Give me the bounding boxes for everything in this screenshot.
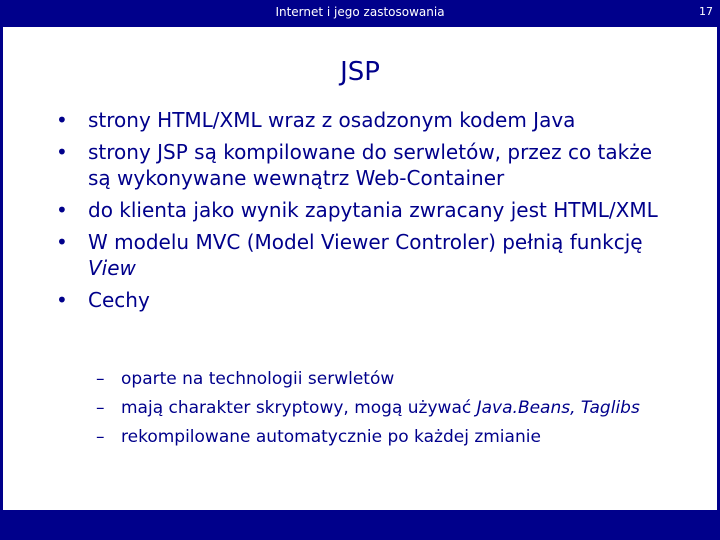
bullet-item [56, 197, 676, 223]
page-number: 17 [699, 5, 713, 18]
bullet-marker: • [56, 140, 68, 164]
sub-bullet-text: rekompilowane automatycznie po każdej zmianie [121, 427, 541, 447]
footer-bar [0, 510, 720, 540]
sub-bullet-text: oparte na technologii serwletów [121, 369, 395, 389]
dash-marker: – [96, 398, 105, 418]
dash-marker: – [96, 369, 105, 389]
bullet-item [56, 139, 676, 191]
sub-bullet-text: mają charakter skryptowy, mogą używać [121, 398, 477, 418]
bullet-marker: • [56, 230, 68, 254]
sub-bullet-emphasis: Java.Beans, Taglibs [476, 398, 640, 418]
bullet-list [56, 107, 676, 319]
bullet-item [56, 229, 676, 281]
sub-bullet-item [96, 394, 696, 423]
slide-area [3, 27, 717, 510]
sub-bullet-item [96, 365, 696, 394]
bullet-text: strony JSP są kompilowane do serwletów, przez co także są wykonywane wewnątrz Web-Container [88, 140, 653, 190]
bullet-text: Cechy [88, 288, 150, 312]
bullet-text: do klienta jako wynik zapytania zwracany jest HTML/XML [88, 198, 658, 222]
dash-marker: – [96, 427, 105, 447]
bullet-marker: • [56, 288, 68, 312]
sub-bullet-item [96, 423, 696, 452]
slide-title: JSP [340, 57, 380, 87]
bullet-marker: • [56, 198, 68, 222]
header-bar [0, 0, 720, 27]
bullet-text: W modelu MVC (Model Viewer Controler) pełnią funkcję [88, 230, 643, 254]
sub-bullet-list [96, 365, 696, 452]
bullet-item [56, 107, 676, 133]
bullet-emphasis: View [88, 256, 136, 280]
bullet-marker: • [56, 108, 68, 132]
bullet-text: strony HTML/XML wraz z osadzonym kodem Java [88, 108, 576, 132]
header-title: Internet i jego zastosowania [275, 5, 445, 19]
bullet-item [56, 287, 676, 313]
